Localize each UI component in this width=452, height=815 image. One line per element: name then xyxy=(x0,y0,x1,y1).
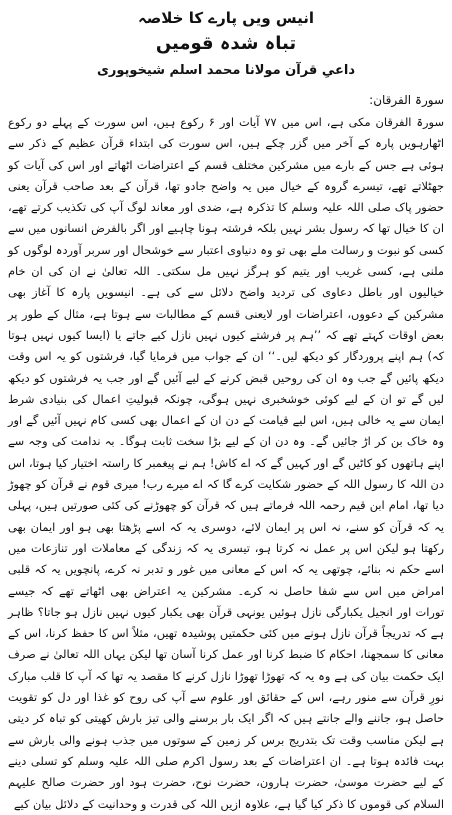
chapter-title: انیس ویں پارے کا خلاصہ xyxy=(138,9,314,27)
section-label: سورۃ الفرقان: xyxy=(369,93,444,107)
body-paragraph: سورۃ الفرقان مکی ہے، اس میں ۷۷ آیات اور ۶ رکوع ہیں، اس سورت کے پہلے دو رکوع اٹھارہویں پارہ کے آخر میں گزر چکے ہیں، اس سورت کی ابتداء قرآن عظیم کے ذکر سے ہوئی ہے جس کے بارے میں مشرکین مختلف قسم کے اعتراضات اٹھاتے اور اس کی آیات کو جھٹلاتے تھے، تیسرے گروہ کے خیال میں یہ واضح جادو تھا، قرآن کے بعد صاحب قرآن یعنی حضور پاک صلی اللہ علیہ وسلم کا تذکرہ ہے، ضدی اور معاند لوگ آپ کی تکذیب کرتے تھے، ان کا خیال تھا کہ رسول بشر نہیں بلکہ فرشتہ ہونا چاہیے اور اگر بالفرض انسانوں میں سے کسی کو نبوت و رسالت ملے بھی تو وہ دنیاوی اعتبار سے خوشحال اور سربر آوردہ لوگوں کو ملنی ہے، کسی غریب اور یتیم کو ہرگز نہیں مل سکتی۔ اللہ تعالیٰ نے ان کی ان خام خیالیوں اور باطل دعاوی کی تردید واضح دلائل سے کی ہے۔ انیسویں پارہ کا آغاز بھی مشرکین کے دعووں، اعتراضات اور لایعنی قسم کے مطالبات سے ہوتا ہے، مثال کے طور پر بعض اوقات کہتے تھے کہ ’’ہم پر فرشتے کیوں نہیں نازل کیے جاتے یا (ایسا کیوں نہیں ہوتا کہ) ہم اپنے پروردگار کو دیکھ لیں۔‘‘ ان کے جواب میں فرمایا گیا، فرشتوں کو یہ اس وقت دیکھ پائیں گے جب وہ ان کی روحیں قبض کرنے کے لیے آئیں گے اور جب یہ فرشتوں کو دیکھ لیں گے تو ان کے لیے کوئی خوشخبری نہیں ہوگی، چونکہ قبولیتِ اعمال کی بنیادی شرط ایمان سے یہ خالی ہیں، اس لیے قیامت کے دن ان کے اعمال بھی کسی کام نہیں آئیں گے اور وہ خاک بن کر اڑ جائیں گے۔ وہ دن ان کے لیے بڑا سخت ثابت ہوگا۔ بہ ندامت کی وجہ سے اپنے ہاتھوں کو کاٹیں گے اور کہیں گے کہ اے کاش! ہم نے پیغمبر کا راستہ اختیار کیا ہوتا، اس دن اللہ کا رسول اللہ کے حضور شکایت کرے گا کہ اے میرے رب! میری قوم نے قرآن کو چھوڑ دیا تھا، امام ابن قیم رحمہ اللہ فرماتے ہیں کہ قرآن کو چھوڑنے کی کئی صورتیں ہیں، پہلی یہ کہ قرآن کو سنے، نہ اس پر ایمان لائے، دوسری یہ کہ اسے پڑھتا بھی ہو اور ایمان بھی رکھتا ہو لیکن اس پر عمل نہ کرتا ہو، تیسری یہ کہ زندگی کے معاملات اور تنازعات میں اسے حکم نہ بنائے، چوتھی یہ کہ اس کے معانی میں غور و تدبر نہ کرے، پانچویں یہ کہ قلبی امراض میں اس سے شفا حاصل نہ کرے۔ مشرکین یہ اعتراض بھی اٹھاتے تھے کہ جیسے تورات اور انجیل یکبارگی نازل ہوئیں یونہی قرآن بھی یکبار کیوں نہیں نازل ہو جاتا؟ ظاہر ہے کہ تدریجاً قرآن نازل ہونے میں کئی حکمتیں پوشیدہ تھیں، مثلاً اس کا حفظ کرنا، اس کے معانی کا سمجھنا، احکام کا ضبط کرنا اور عمل کرنا آسان تھا لیکن یہاں اللہ تعالیٰ نے صرف ایک حکمت بیان کی ہے وہ یہ کہ تھوڑا تھوڑا نازل کرنے کا مقصد یہ تھا کہ آپ کا قلب مبارک نورِ قرآن سے منور رہے، اس کے حقائق اور علوم سے آپ کی روح کو غذا اور دل کو تقویت حاصل ہو، جاننے والے جانتے ہیں کہ اگر ایک بار برسنے والی تیز بارش کھیتی کو تباہ کر دیتی ہے لیکن مناسب وقت تک بتدریج برس کر زمین کے سوتوں میں جذب ہونے والی بارش سے بہت فائدہ ہوتا ہے۔ ان اعتراضات کے بعد رسول اکرم صلی اللہ علیہ وسلم کو تسلی دینے کے لیے حضرت موسیٰ، حضرت ہارون، حضرت نوح، حضرت ہود اور حضرت صالح علیہم السلام کی قوموں کا ذکر کیا گیا ہے، علاوہ ازیں اللہ کی قدرت و وحدانیت کے دلائل بیان کیے xyxy=(8,115,444,811)
article-subtitle: تباہ شدہ قومیں xyxy=(155,33,297,54)
document-header xyxy=(8,6,444,82)
author-line: داعیِ قرآن مولانا محمد اسلم شیخوپوری xyxy=(96,63,355,78)
article-body xyxy=(8,112,444,815)
